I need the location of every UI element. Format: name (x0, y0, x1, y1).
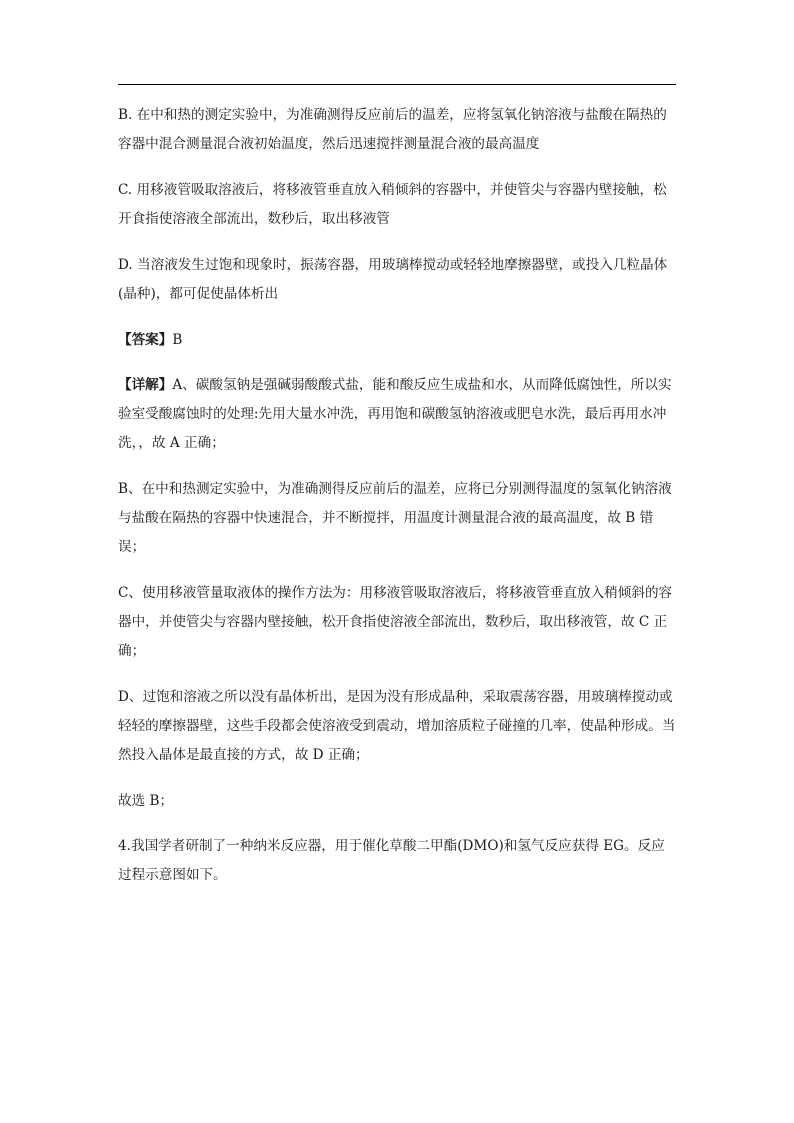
analysis-label: 【详解】 (118, 377, 173, 393)
analysis-conclusion: 故选 B； (118, 793, 174, 809)
analysis-d: D、过饱和溶液之所以没有晶体析出，是因为没有形成晶种，采取震荡容器，用玻璃棒搅动或轻轻的摩擦器壁，这些手段都会使溶液受到震动，增加溶质粒子碰撞的几率，使晶种形成。当然投入晶体是最直接的方式，故 D 正确； (118, 689, 676, 763)
option-c: C. 用移液管吸取溶液后，将移液管垂直放入稍倾斜的容器中，并使管尖与容器内壁接触，松开食指使溶液全部流出，数秒后，取出移液管 (118, 182, 667, 227)
analysis-a (118, 371, 678, 458)
option-b: B. 在中和热的测定实验中，为准确测得反应前后的温差，应将氢氧化钠溶液与盐酸在隔热的容器中混合测量混合液初始温度，然后迅速搅拌测量混合液的最高温度 (118, 107, 667, 152)
analysis-c: C、使用移液管量取液体的操作方法为：用移液管吸取溶液后，将移液管垂直放入稍倾斜的容器中，并使管尖与容器内壁接触，松开食指使溶液全部流出，数秒后，取出移液管，故 C 正确； (118, 585, 673, 659)
option-d: D. 当溶液发生过饱和现象时，振荡容器，用玻璃棒搅动或轻轻地摩擦器壁，或投入几粒晶体(晶种)，都可促使晶体析出 (118, 257, 668, 302)
question-4: 4.我国学者研制了一种纳米反应器，用于催化草酸二甲酯(DMO)和氢气反应获得 EG。反应过程示意图如下。 (118, 838, 665, 883)
answer-value: B (172, 332, 183, 348)
answer-label: 【答案】 (118, 332, 173, 348)
header-rule (118, 84, 676, 85)
page-content (118, 101, 678, 907)
answer-line (118, 326, 678, 355)
analysis-a-text: A、碳酸氢钠是强碱弱酸酸式盐，能和酸反应生成盐和水，从而降低腐蚀性，所以实验室受酸腐蚀时的处理:先用大量水冲洗，再用饱和碳酸氢钠溶液或肥皂水洗，最后再用水冲洗，，故 A 正确； (118, 377, 672, 451)
analysis-b: B、在中和热测定实验中，为准确测得反应前后的温差，应将已分别测得温度的氢氧化钠溶液与盐酸在隔热的容器中快速混合，并不断搅拌，用温度计测量混合液的最高温度，故 B 错误； (118, 481, 672, 555)
